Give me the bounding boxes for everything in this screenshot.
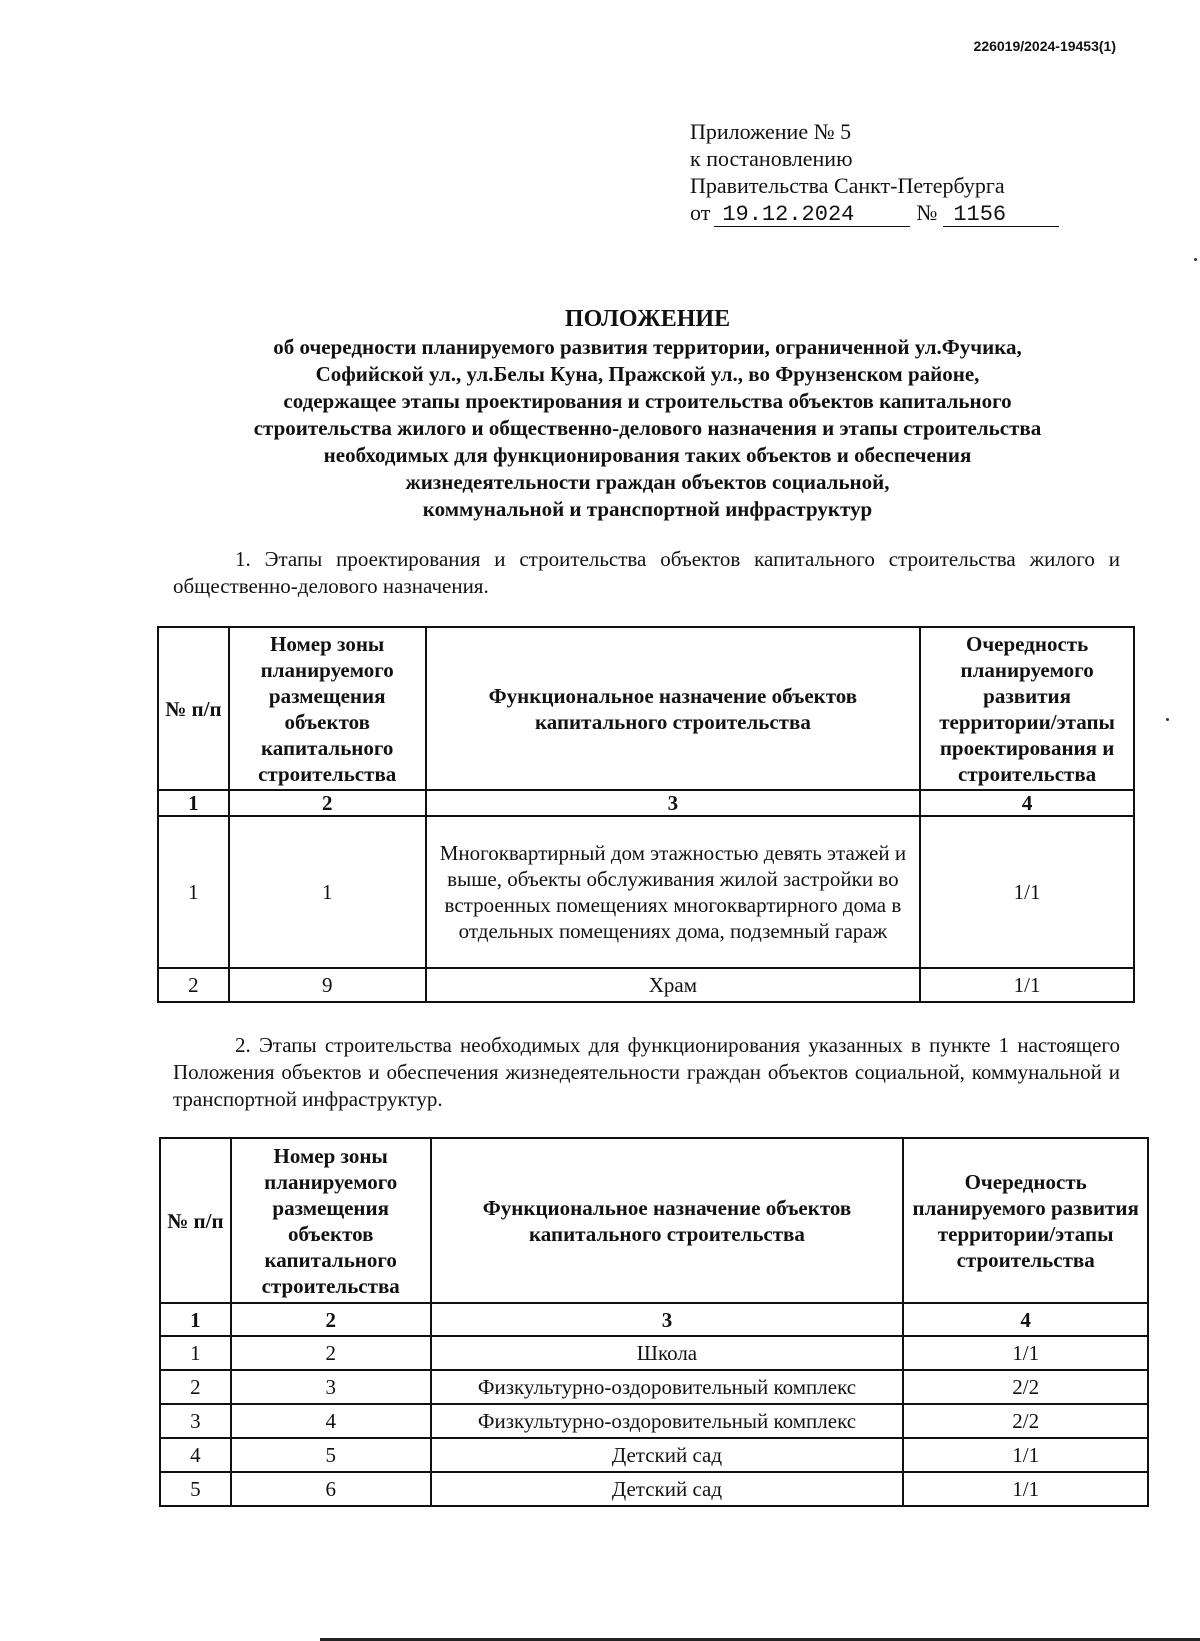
table-cell: 2 [160, 1370, 231, 1404]
table-cell: Детский сад [431, 1472, 904, 1506]
table-residential-objects [157, 626, 1135, 1003]
header-cell: Функциональное назначение объектов капитального строительства [431, 1138, 904, 1303]
header-cell: Функциональное назначение объектов капитального строительства [426, 627, 921, 790]
column-number: 2 [229, 790, 426, 816]
column-number: 2 [231, 1303, 431, 1336]
column-number: 3 [426, 790, 921, 816]
table-cell: 5 [160, 1472, 231, 1506]
table-cell: Физкультурно-оздоровительный комплекс [431, 1404, 904, 1438]
header-cell: № п/п [158, 627, 229, 790]
table-cell: 4 [231, 1404, 431, 1438]
header-cell: № п/п [160, 1138, 231, 1303]
decree-number: 1156 [943, 204, 1059, 227]
title-line: коммунальной и транспортной инфраструктур [422, 497, 873, 521]
table-cell: 1 [158, 816, 229, 968]
from-label: от [690, 200, 711, 225]
scan-speck [1194, 258, 1197, 261]
table-row [160, 1336, 1148, 1370]
table-cell: 6 [231, 1472, 431, 1506]
table-cell: 1/1 [920, 968, 1134, 1002]
table-cell: 4 [160, 1438, 231, 1472]
table-header-row [160, 1138, 1148, 1303]
header-cell: Очередность планируемого развития территории/этапы проектирования и строительства [920, 627, 1134, 790]
header-cell: Номер зоны планируемого размещения объектов капитального строительства [229, 627, 426, 790]
table-cell: Школа [431, 1336, 904, 1370]
decree-date: 19.12.2024 [714, 204, 910, 227]
column-number: 4 [920, 790, 1134, 816]
title-line: жизнедеятельности граждан объектов социальной, [405, 470, 890, 494]
table-cell: 2 [231, 1336, 431, 1370]
table-row [160, 1472, 1148, 1506]
document-number: 226019/2024-19453(1) [973, 38, 1116, 54]
table-cell: Детский сад [431, 1438, 904, 1472]
table-cell: Многоквартирный дом этажностью девять этажей и выше, объекты обслуживания жилой застройки во встроенных помещениях многоквартирного дома в отдельных помещениях дома, подземный гараж [426, 816, 921, 968]
column-number-row [158, 790, 1134, 816]
table-cell: Физкультурно-оздоровительный комплекс [431, 1370, 904, 1404]
table-infrastructure-objects [159, 1137, 1149, 1507]
table-cell: 3 [160, 1404, 231, 1438]
title-line: об очередности планируемого развития территории, ограниченной ул.Фучика, [273, 335, 1022, 359]
appendix-line-1: Приложение № 5 [690, 119, 852, 144]
table-cell: 3 [231, 1370, 431, 1404]
table-row [160, 1404, 1148, 1438]
table-cell: Храм [426, 968, 921, 1002]
document-title [160, 304, 1135, 523]
table-cell: 1/1 [903, 1336, 1148, 1370]
section-1-text: 1. Этапы проектирования и строительства объектов капитального строительства жилого и общественно-делового назначения. [173, 547, 1120, 598]
section-2-text: 2. Этапы строительства необходимых для функционирования указанных в пункте 1 настоящего Положения объектов и обеспечения жизнедеятельности граждан объектов социальной, коммунальной и транспортной инфраструктур. [173, 1033, 1120, 1111]
number-label: № [916, 200, 938, 225]
title-line: содержащее этапы проектирования и строительства объектов капитального [283, 389, 1012, 413]
table-header-row [158, 627, 1134, 790]
table-cell: 1 [160, 1336, 231, 1370]
table-cell: 2/2 [903, 1370, 1148, 1404]
table-cell: 1/1 [903, 1472, 1148, 1506]
column-number: 1 [158, 790, 229, 816]
column-number: 1 [160, 1303, 231, 1336]
table-cell: 9 [229, 968, 426, 1002]
column-number-row [160, 1303, 1148, 1336]
title-heading: ПОЛОЖЕНИЕ [564, 306, 731, 332]
table-cell: 2/2 [903, 1404, 1148, 1438]
table-cell: 1/1 [920, 816, 1134, 968]
table-row [160, 1438, 1148, 1472]
appendix-block [690, 118, 1059, 227]
scan-speck [1166, 718, 1169, 721]
table-cell: 5 [231, 1438, 431, 1472]
table-row [158, 968, 1134, 1002]
table-cell: 1/1 [903, 1438, 1148, 1472]
table-cell: 1 [229, 816, 426, 968]
header-cell: Номер зоны планируемого размещения объектов капитального строительства [231, 1138, 431, 1303]
appendix-line-2: к постановлению [690, 146, 853, 171]
title-line: строительства жилого и общественно-делового назначения и этапы строительства [253, 416, 1042, 440]
table-row [160, 1370, 1148, 1404]
appendix-date-line [690, 199, 1059, 227]
title-line: Софийской ул., ул.Белы Куна, Пражской ул., во Фрунзенском районе, [315, 362, 980, 386]
table-cell: 2 [158, 968, 229, 1002]
column-number: 4 [903, 1303, 1148, 1336]
title-line: необходимых для функционирования таких объектов и обеспечения [323, 443, 972, 467]
column-number: 3 [431, 1303, 904, 1336]
table-row [158, 816, 1134, 968]
header-cell: Очередность планируемого развития территории/этапы строительства [903, 1138, 1148, 1303]
appendix-line-3: Правительства Санкт-Петербурга [690, 173, 1005, 198]
